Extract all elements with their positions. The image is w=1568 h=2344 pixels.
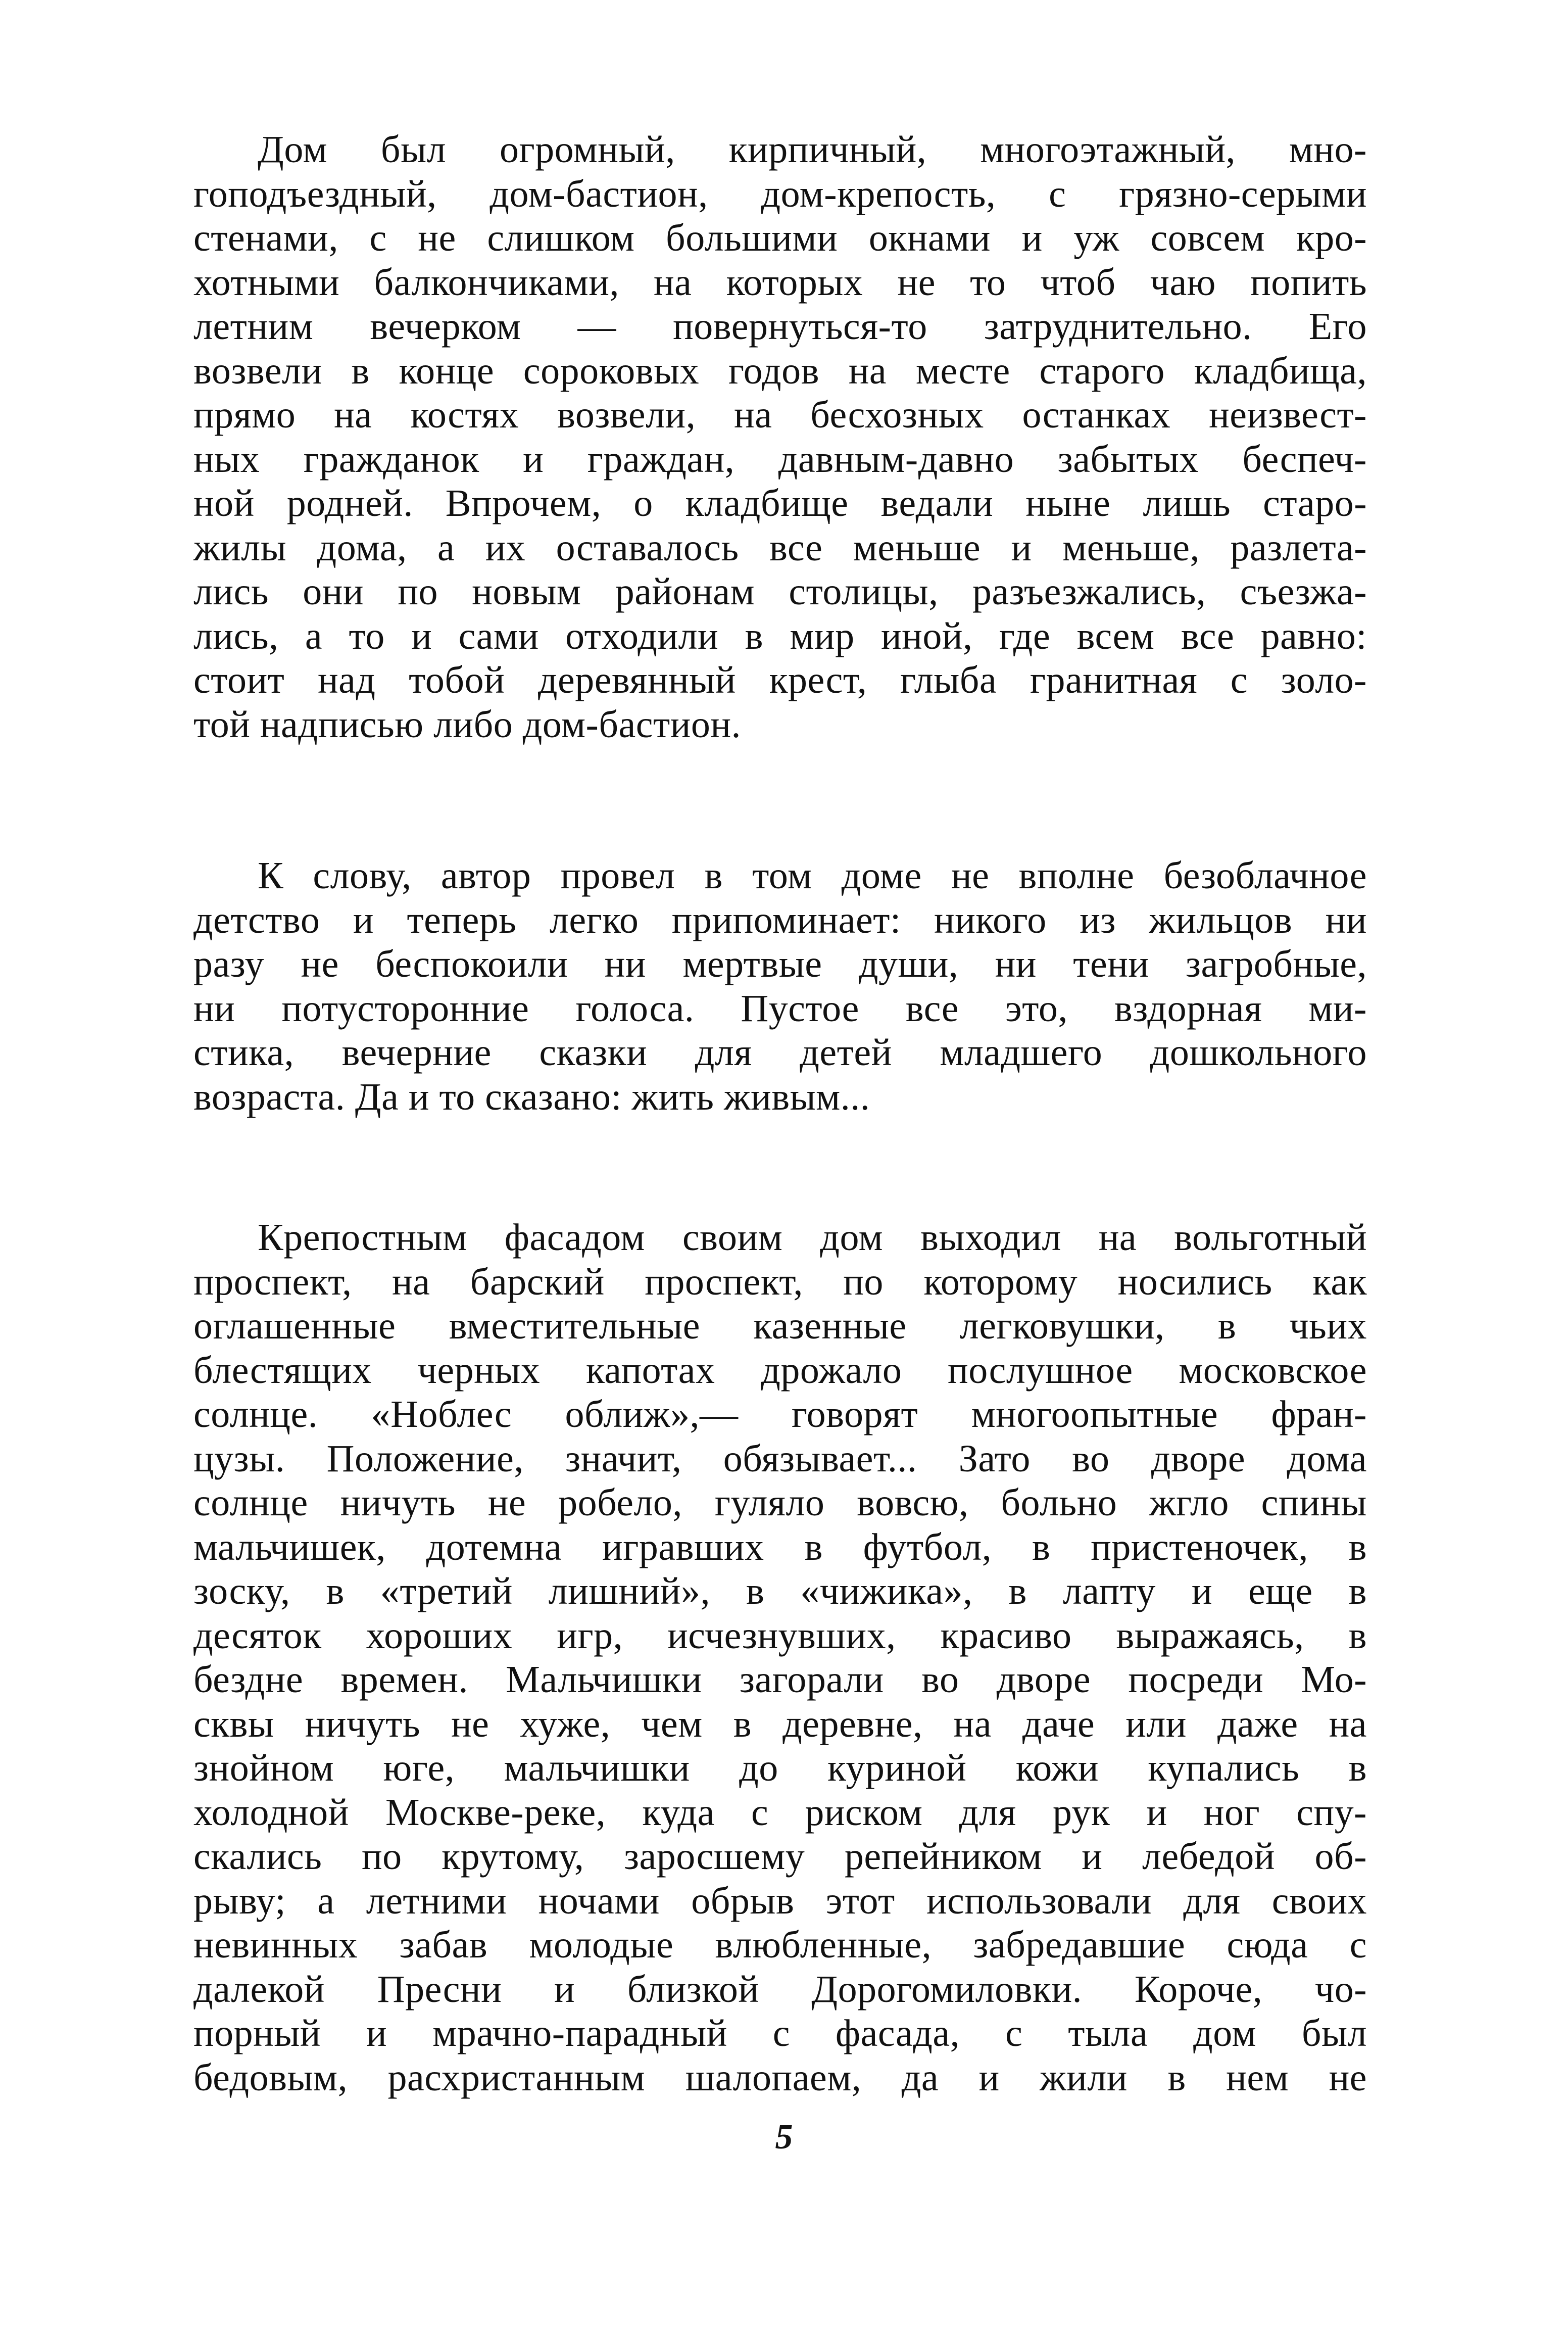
text-line: жилы дома, а их оставалось все меньше и меньше, разлета- <box>193 526 1367 569</box>
paragraph-1 <box>193 128 1367 747</box>
text-line: десяток хороших игр, исчезнувших, красиво выражаясь, в <box>193 1614 1367 1657</box>
text-line: далекой Пресни и близкой Дорогомиловки. Короче, чо- <box>193 1968 1367 2011</box>
paragraph-2 <box>193 854 1367 1119</box>
text-line: порный и мрачно-парадный с фасада, с тыла дом был <box>193 2012 1367 2054</box>
text-line: К слову, автор провел в том доме не вполне безоблачное <box>258 854 1367 897</box>
text-line: холодной Москве-реке, куда с риском для рук и ног спу- <box>193 1791 1367 1834</box>
text-line: знойном юге, мальчишки до куриной кожи купались в <box>193 1747 1367 1789</box>
text-line: ной родней. Впрочем, о кладбище ведали ныне лишь старо- <box>193 482 1367 524</box>
text-line: оглашенные вместительные казенные легковушки, в чьих <box>193 1305 1367 1347</box>
text-line: стика, вечерние сказки для детей младшего дошкольного <box>193 1031 1367 1074</box>
text-line: летним вечерком — повернуться-то затруднительно. Его <box>193 305 1367 348</box>
text-line: скались по крутому, заросшему репейником и лебедой об- <box>193 1835 1367 1878</box>
text-line: стенами, с не слишком большими окнами и уж совсем кро- <box>193 217 1367 259</box>
text-line: той надписью либо дом-бастион. <box>193 703 742 746</box>
text-line: возраста. Да и то сказано: жить живым... <box>193 1075 870 1118</box>
paragraph-3 <box>193 1216 1367 2100</box>
text-line: лись они по новым районам столицы, разъезжались, съезжа- <box>193 570 1367 613</box>
text-line: Дом был огромный, кирпичный, многоэтажный, мно- <box>258 128 1367 171</box>
text-line: детство и теперь легко припоминает: никого из жильцов ни <box>193 898 1367 941</box>
text-line: бедовым, расхристанным шалопаем, да и жили в нем не <box>193 2056 1367 2099</box>
text-line: лись, а то и сами отходили в мир иной, где всем все равно: <box>193 614 1367 657</box>
text-line: рыву; а летними ночами обрыв этот использовали для своих <box>193 1879 1367 1922</box>
text-line: разу не беспокоили ни мертвые души, ни тени загробные, <box>193 943 1367 985</box>
text-line: Крепостным фасадом своим дом выходил на вольготный <box>258 1216 1367 1259</box>
text-line: солнце. «Ноблес оближ»,— говорят многоопытные фран- <box>193 1393 1367 1436</box>
text-line: зоску, в «третий лишний», в «чижика», в лапту и еще в <box>193 1570 1367 1612</box>
text-line: сквы ничуть не хуже, чем в деревне, на даче или даже на <box>193 1702 1367 1745</box>
text-line: солнце ничуть не робело, гуляло вовсю, больно жгло спины <box>193 1481 1367 1524</box>
text-line: невинных забав молодые влюбленные, забредавшие сюда с <box>193 1924 1367 1966</box>
text-line: мальчишек, дотемна игравших в футбол, в пристеночек, в <box>193 1525 1367 1568</box>
text-line: стоит над тобой деревянный крест, глыба гранитная с золо- <box>193 659 1367 701</box>
text-line: ни потусторонние голоса. Пустое все это, вздорная ми- <box>193 987 1367 1030</box>
text-line: гоподъездный, дом-бастион, дом-крепость, с грязно-серыми <box>193 172 1367 215</box>
text-line: бездне времен. Мальчишки загорали во дворе посреди Мо- <box>193 1658 1367 1701</box>
text-line: блестящих черных капотах дрожало послушное московское <box>193 1349 1367 1392</box>
text-line: цузы. Положение, значит, обязывает... Зато во дворе дома <box>193 1437 1367 1480</box>
text-line: прямо на костях возвели, на бесхозных останках неизвест- <box>193 394 1367 436</box>
text-line: возвели в конце сороковых годов на месте старого кладбища, <box>193 349 1367 392</box>
text-line: хотными балкончиками, на которых не то чтоб чаю попить <box>193 261 1367 304</box>
text-line: проспект, на барский проспект, по которому носились как <box>193 1260 1367 1303</box>
text-line: ных гражданок и граждан, давным-давно забытых беспеч- <box>193 438 1367 481</box>
page-number: 5 <box>775 2118 793 2157</box>
